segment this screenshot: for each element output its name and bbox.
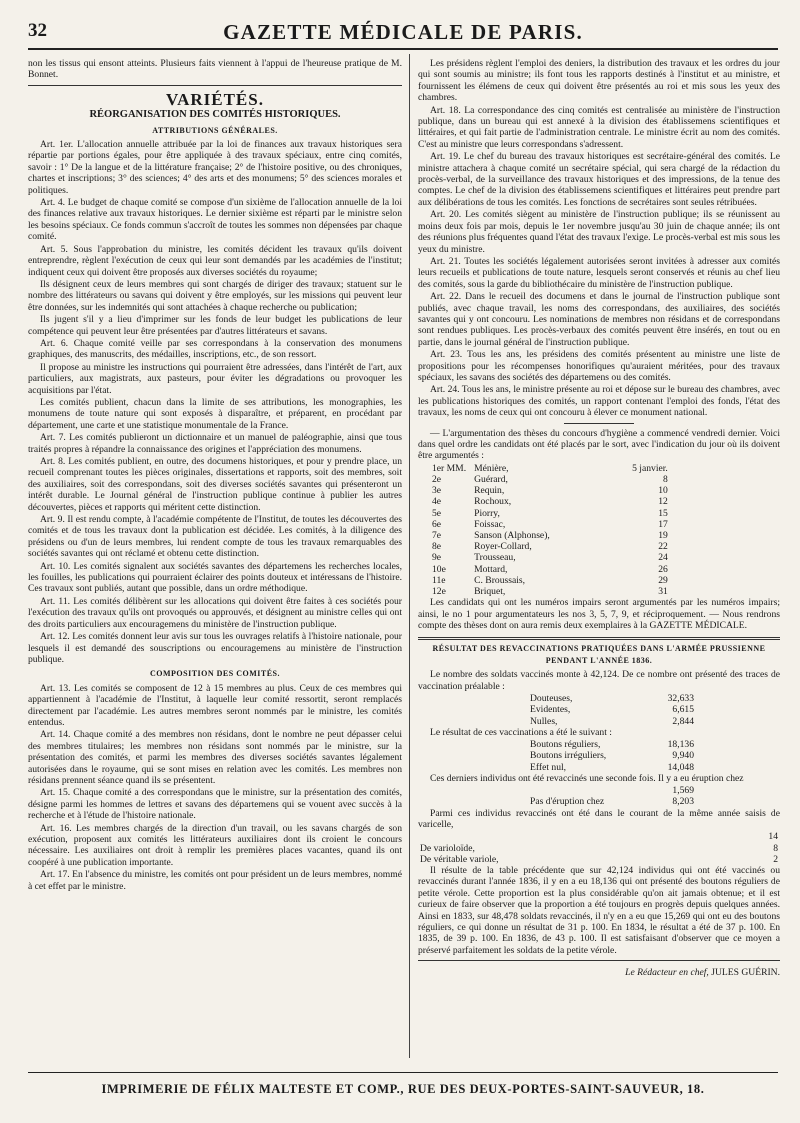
- concours-note: Les candidats qui ont les numéros impairs seront argumentés par les numéros impairs; ainsi, le no 1 pour argumentateurs les nos 3, 5, 7, 9, et réciproquement. — Nous rendrons compte des thèses dont on aura remis deux exemplaires à la GAZETTE MÉDICALE.: [418, 597, 780, 632]
- table-row: [428, 463, 672, 474]
- candidate-rank: 2e: [432, 474, 442, 486]
- row-value: 1,569: [672, 785, 694, 797]
- candidate-day: 12: [658, 496, 668, 508]
- vaccination-title: RÉSULTAT DES REVACCINATIONS PRATIQUÉES DANS L'ARMÉE PRUSSIENNE PENDANT L'ANNÉE 1836.: [432, 644, 766, 665]
- candidate-day: 29: [658, 574, 668, 586]
- table-row: [428, 586, 672, 597]
- subhead-general: ATTRIBUTIONS GÉNÉRALES.: [152, 125, 278, 135]
- vaccination-intro: Le nombre des soldats vaccinés monte à 42,124. De ce nombre ont présenté des traces de vaccination préalable :: [418, 669, 780, 692]
- paragraph: Art. 9. Il est rendu compte, à l'académie compétente de l'Institut, de toutes les découvertes des comités et de tous les travaux dont la publication est décidée. Les comités, à la diligence des présidens ou d'un de leurs membres, lui rendent compte de tous les travaux remarquables des sociétés savantes qui ont réclamé et obtenu cette distinction.: [28, 514, 402, 560]
- section-rule: [564, 423, 634, 424]
- lead-paragraph: non les tissus qui ensont atteints. Plusieurs faits viennent à l'appui de l'heureuse pratique de M. Bonnet.: [28, 58, 402, 81]
- paragraph: Art. 7. Les comités publieront un dictionnaire et un manuel de paléographie, ainsi que tous traités propres à répandre la connaissance des origines et l'appréciation des monumens.: [28, 432, 402, 455]
- paragraph: Art. 24. Tous les ans, le ministre présente au roi et dépose sur le bureau des chambres, avec les publications historiques des comités, un rapport contenant l'emploi des fonds, l'état des travaux, les noms de ceux qui ont concouru à élever ce monument national.: [418, 384, 780, 419]
- row-label: Boutons irréguliers,: [530, 750, 607, 762]
- paragraph: Art. 21. Toutes les sociétés légalement autorisées seront invitées à adresser aux comités leurs recueils et publications de toute nature, lesquels seront conservés et réunis au chef lieu des comités, sous la garde du bibliothécaire du ministère de l'instruction publique.: [418, 255, 780, 290]
- row-label: De véritable variole,: [420, 853, 499, 865]
- paragraph: Art. 17. En l'absence du ministre, les comités ont pour président un de leurs membres, nommé à cet effet par le ministre.: [28, 869, 402, 892]
- column-divider: [409, 54, 410, 1058]
- candidate-rank: 9e: [432, 552, 442, 564]
- table-row: [528, 716, 696, 727]
- paragraph: Ils désignent ceux de leurs membres qui sont chargés de diriger des travaux; statuent sur le nombre des littérateurs ou savans qui doivent y être employés, sur les missions qui peuvent leur être données, sur les indemnités qui sont attachées à chaque recherche ou publication;: [28, 278, 402, 313]
- journal-title: GAZETTE MÉDICALE DE PARIS.: [223, 20, 583, 44]
- row-value: 32,633: [667, 693, 694, 705]
- candidate-rank: 12e: [432, 586, 446, 598]
- candidate-name: Briquet,: [474, 586, 506, 598]
- table-row: [528, 796, 696, 807]
- page-number: 32: [28, 20, 47, 41]
- paragraph: Art. 20. Les comités siègent au ministère de l'instruction publique; ils se réunissent au moins deux fois par mois, depuis le 1er novembre jusqu'au 30 juin de chaque année; ils ont des réunions plus fréquentes quand l'état des travaux l'exige. Le procès-verbal est mis sous les yeux du ministre.: [418, 209, 780, 255]
- candidate-name: Mottard,: [474, 563, 508, 575]
- page-header: [28, 16, 778, 46]
- paragraph: Art. 1er. L'allocation annuelle attribuée par la loi de finances aux travaux historiques sera répartie par portions égales, pour être appliquée à des travaux spéciaux, entre cinq comités, savoir : 1° De la langue et de la littérature française; 2° de l'histoire positive, ou des chroniques, chartes et inscriptions; 3° des sciences; 4° des arts et des monumens; 5° des sciences morales et politiques.: [28, 139, 402, 196]
- paragraph: Art. 23. Tous les ans, les présidens des comités présentent au ministre une liste de propositions pour les récompenses honorifiques qu'auraient méritées, pour des travaux spéciaux, les savans des sociétés des départemens ou des comités.: [418, 349, 780, 383]
- candidate-rank: 1er MM.: [432, 462, 467, 474]
- paragraph: Art. 4. Le budget de chaque comité se compose d'un sixième de l'allocation annuelle de la loi des finances relative aux travaux historiques. Le dernier sixième est réparti par le ministre selon les besoins spéciaux. Ce fonds commun s'accroît de toutes les sommes non dépensées par chaque comité.: [28, 197, 402, 243]
- row-value: 18,136: [667, 739, 694, 751]
- row-label: Pas d'éruption chez: [530, 796, 605, 808]
- row-value: 2: [773, 853, 778, 865]
- table-row: [428, 519, 672, 530]
- vaccination-result-intro: Le résultat de ces vaccinations a été le suivant :: [430, 726, 612, 738]
- table-row: [428, 530, 672, 541]
- table-row: [428, 508, 672, 519]
- table-row: [418, 854, 780, 865]
- section-rule: [418, 637, 780, 640]
- signature-prefix: Le Rédacteur en chef,: [625, 967, 709, 979]
- candidate-day: 17: [658, 518, 668, 530]
- header-rule: [28, 48, 778, 50]
- paragraph: Il propose au ministre les instructions qui pourraient être adressées, dans l'intérêt de l'art, aux particuliers, aux magistrats, aux pasteurs, pour éviter les dégradations ou provoquer les acquisitions par l'état.: [28, 361, 402, 396]
- row-value: 2,844: [672, 715, 694, 727]
- variole-table: [418, 831, 780, 865]
- paragraph: Art. 5. Sous l'approbation du ministre, les comités décident les travaux qu'ils doivent entreprendre, règlent l'exécution de ceux qui leur sont demandés par les académies de l'institut; indiquent ceux qui doivent être proposés aux diverses sociétés du royaume;: [28, 243, 402, 278]
- revaccination-intro: Ces derniers individus ont été revaccinés une seconde fois. Il y a eu éruption chez: [430, 772, 744, 784]
- paragraph: Art. 10. Les comités signalent aux sociétés savantes des départemens les recherches locales, les fouilles, les publications qui pourraient éclairer des points douteux et intéressans de l'histoire. Ces travaux sont publiés, autant que possible, dans un ordre méthodique.: [28, 560, 402, 595]
- paragraph: Art. 8. Les comités publient, en outre, des documens historiques, et pour y prendre place, un recueil comprenant toutes les pièces originales, dissertations et rapports, soit des membres, soit des auxiliaires, soit des correspondans, soit des diverses sociétés savantes qui présenteront un intérêt durable. Le Journal général de l'instruction publique continue à publier les autres découvertes, pièces et rapports qui méritent cette distinction.: [28, 456, 402, 513]
- candidate-day: 24: [658, 552, 668, 564]
- candidate-name: Foissac,: [474, 518, 506, 530]
- vaccination-conclusion: Il résulte de la table précédente que sur 42,124 individus qui ont été vaccinés ou revaccinés durant l'année 1836, il y en a eu 18,136 qui ont présenté des boutons réguliers de petite vérole. Cette proportion est la plus considérable qu'on ait jamais obtenue; et il est curieux de faire observer que la proportion a été toujours en progrès depuis quelques années. Ainsi en 1833, sur 48,478 soldats revaccinés, il n'y en a eu que 15,269 qui ont eu des boutons réguliers, ce qui donne un résultat de 31 p. 100. En 1834, le résultat a été de 37 p. 100. En 1835, de 39 p. 100. En 1836, de 43 p. 100. Il est satisfaisant d'observer que ce moyen a préservé parfaitement les soldats de la petite vérole.: [418, 864, 780, 956]
- right-column: [418, 58, 780, 1058]
- candidate-rank: 5e: [432, 507, 442, 519]
- candidate-rank: 4e: [432, 496, 442, 508]
- table-row: [418, 831, 780, 842]
- table-row: [428, 485, 672, 496]
- candidate-name: Royer-Collard,: [474, 541, 532, 553]
- table-row: [528, 762, 696, 773]
- row-label: [528, 785, 642, 796]
- row-label: Boutons réguliers,: [530, 739, 601, 751]
- concours-intro: — L'argumentation des thèses du concours d'hygiène a commencé vendredi dernier. Voici dans quel ordre les candidats ont été placés par le sort, avec l'indication du jour où ils doivent être argumentés :: [418, 427, 780, 462]
- candidate-name: Piorry,: [474, 507, 500, 519]
- revaccination-table: [528, 785, 696, 807]
- candidate-rank: 3e: [432, 485, 442, 497]
- paragraph: Art. 13. Les comités se composent de 12 à 15 membres au plus. Ceux de ces membres qui appartiennent à l'académie de l'Institut, à laquelle leur comité ressortit, seront remplacés directement par l'académie. Les autres membres seront nommés par le ministre, les comités entendus.: [28, 682, 402, 728]
- table-row: [428, 541, 672, 552]
- paragraph: Ils jugent s'il y a lieu d'imprimer sur les fonds de leur budget les publications de leur compétence qui peuvent leur être présentées par d'autres littérateurs et savans.: [28, 314, 402, 337]
- signature-name: JULES GUÉRIN.: [711, 967, 780, 979]
- article-subtitle: RÉORGANISATION DES COMITÉS HISTORIQUES.: [89, 109, 341, 121]
- paragraph: Les présidens règlent l'emploi des deniers, la distribution des travaux et les ordres du jour qui sont soumis au ministre; ils font tous les rapports destinés à l'institut et au ministre, et fournissent les élémens de ceux qui doivent être présentés au roi et mis sous les yeux des chambres.: [418, 58, 780, 104]
- candidate-day: 8: [663, 474, 668, 486]
- table-row: [418, 843, 780, 854]
- variole-intro: Parmi ces individus revaccinés ont été dans le courant de la même année saisis de varicelle,: [418, 807, 780, 830]
- table-row: [428, 564, 672, 575]
- paragraph: Art. 15. Chaque comité a des correspondans que le ministre, sur la présentation des comités, désigne parmi les hommes de lettres et savans des départemens qui se vouent avec succès à la recherche et à l'étude de l'histoire nationale.: [28, 787, 402, 822]
- section-rule: [28, 85, 402, 86]
- row-label: Evidentes,: [530, 704, 571, 716]
- printer-imprint: IMPRIMERIE DE FÉLIX MALTESTE ET COMP., RUE DES DEUX-PORTES-SAINT-SAUVEUR, 18.: [101, 1082, 705, 1096]
- candidate-day: 15: [658, 507, 668, 519]
- candidate-name: Requin,: [474, 485, 505, 497]
- table-row: [528, 785, 696, 796]
- traces-table: [528, 693, 696, 727]
- paragraph: Art. 16. Les membres chargés de la direction d'un travail, ou les savans chargés de son exécution, proposent aux comités les littérateurs auxiliaires dont ils croient le concours nécessaire. Les auxiliaires ont droit à remplir les premières places vacantes, quand ils ont coopéré à une publication importante.: [28, 822, 402, 868]
- paragraph: Art. 11. Les comités délibèrent sur les allocations qui doivent être faites à ces sociétés pour l'exécution des travaux qu'ils ont provoqués ou approuvés, et désignent au ministre celles qui ont des droits particuliers aux encouragemens du ministère de l'instruction publique.: [28, 595, 402, 630]
- candidate-name: C. Broussais,: [474, 574, 526, 586]
- paragraph: Art. 6. Chaque comité veille par ses correspondans à la conservation des monumens graphiques, des manuscrits, des médailles, inscriptions, etc., de son ressort.: [28, 337, 402, 361]
- row-value: 8: [773, 842, 778, 854]
- paragraph: Art. 14. Chaque comité a des membres non résidans, dont le nombre ne peut dépasser celui des membres titulaires; les membres non résidans sont nommés par le ministre, sur la présentation des comités, et parmi les membres des diverses sociétés savantes légalement autorisées dans le royaume, qui se sont mises en relation avec les comités. Les membres non résidans prennent séance quand ils se présentent.: [28, 729, 402, 786]
- candidate-name: Ménière,: [474, 462, 509, 474]
- candidate-name: Sanson (Alphonse),: [474, 530, 550, 542]
- paragraph: Art. 19. Le chef du bureau des travaux historiques est secrétaire-général des comités. Le ministre attachera à chaque comité un secrétaire spécial, qui sera chargé de la rédaction du procès-verbal, de la surveillance des travaux historiques et des impressions, de la tenue des comptes. Le chef de la division des établissemens scientifiques et littéraires peut prendre part aux délibérations de tous les comités. Les fonctions de secrétaires sont seules rétribuées.: [418, 151, 780, 208]
- paragraph: Art. 22. Dans le recueil des documens et dans le journal de l'instruction publique sont publiés, avec chaque travail, les noms des correspondans, des auxiliaires, des sociétés savantes qui y ont concouru. Les nominations de membres non résidans et de correspondans sont rendues publiques. Les procès-verbaux des comités peuvent être insérés, en tout ou en partie, dans le journal général de l'instruction publique.: [418, 291, 780, 348]
- candidate-day: 5 janvier.: [632, 462, 668, 474]
- row-label: Douteuses,: [530, 693, 573, 705]
- row-value: 8,203: [672, 796, 694, 808]
- candidate-day: 22: [658, 541, 668, 553]
- signature: [418, 967, 780, 978]
- candidate-rank: 10e: [432, 563, 446, 575]
- candidate-name: Guérard,: [474, 474, 508, 486]
- candidate-day: 10: [658, 485, 668, 497]
- candidate-day: 26: [658, 563, 668, 575]
- candidate-rank: 8e: [432, 541, 442, 553]
- table-row: [428, 552, 672, 563]
- signature-rule: [418, 960, 780, 961]
- footer-rule: [28, 1072, 778, 1073]
- candidate-rank: 7e: [432, 530, 442, 542]
- table-row: [528, 750, 696, 761]
- table-row: [528, 739, 696, 750]
- table-row: [428, 474, 672, 485]
- results-table: [528, 739, 696, 773]
- paragraph: Art. 18. La correspondance des cinq comités est centralisée au ministère de l'instruction publique, dans un bureau qui est annexé à la division des établissemens scientifiques et littéraires, et qui fait partie de l'administration centrale. Le ministre écrit au nom des comités. C'est au ministre que leurs correspondans s'adressent.: [418, 104, 780, 150]
- candidate-name: Trousseau,: [474, 552, 516, 564]
- table-row: [528, 704, 696, 715]
- row-label: De varioloïde,: [420, 842, 475, 854]
- candidate-day: 31: [658, 586, 668, 598]
- section-title: VARIÉTÉS.: [166, 89, 264, 109]
- paragraph: Les comités publient, chacun dans la limite de ses attributions, les monographies, les monumens de toute nature qui sont exposés à disparaître, et préparent, en procédant par département, une carte et une statistique monumentale de la France.: [28, 396, 402, 431]
- row-value: 14,048: [667, 761, 694, 773]
- row-label: Effet nul,: [530, 761, 567, 773]
- table-row: [528, 693, 696, 704]
- row-label: Nulles,: [530, 715, 558, 727]
- table-row: [428, 496, 672, 507]
- row-label: [418, 831, 712, 842]
- subhead-composition: COMPOSITION DES COMITÉS.: [149, 669, 281, 679]
- candidate-name: Rochoux,: [474, 496, 512, 508]
- row-value: 9,940: [672, 750, 694, 762]
- left-column: [28, 58, 402, 1058]
- paragraph: Art. 12. Les comités donnent leur avis sur tous les ouvrages relatifs à l'histoire nationale, pour lesquels il est demandé des souscriptions ou encouragemens au ministère de l'instruction publique.: [28, 631, 402, 665]
- candidate-rank: 11e: [432, 574, 446, 586]
- table-row: [428, 575, 672, 586]
- row-value: 14: [768, 831, 778, 843]
- candidate-day: 19: [658, 530, 668, 542]
- row-value: 6,615: [672, 704, 694, 716]
- candidate-rank: 6e: [432, 518, 442, 530]
- candidates-table: [428, 463, 672, 597]
